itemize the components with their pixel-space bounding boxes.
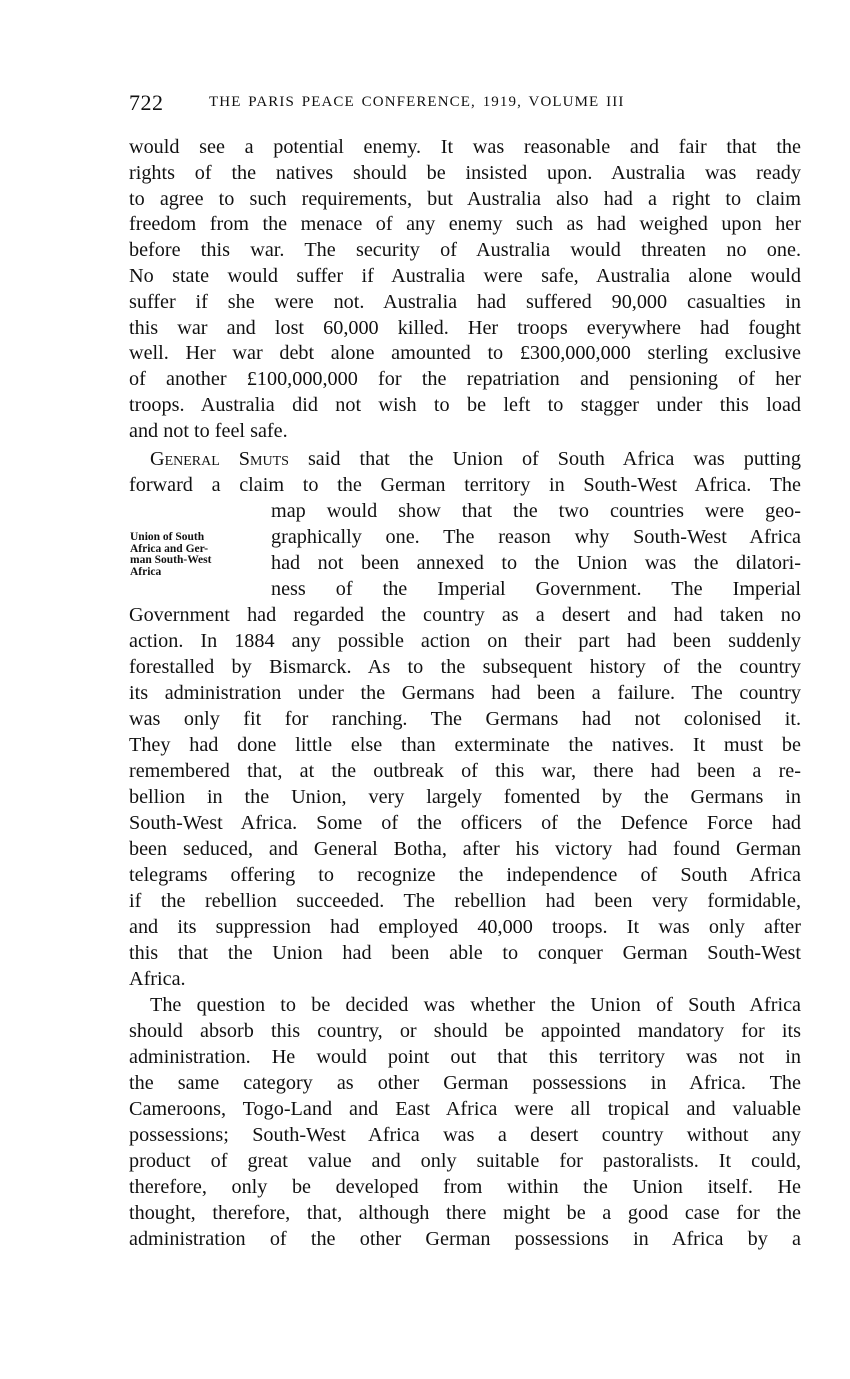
text-line: before this war. The security of Australia would threaten no one. [129,239,801,261]
margin-note-line: Africa [130,565,162,578]
margin-note-line: man South-West [130,554,212,566]
page-number: 722 [129,90,164,115]
text-line: action. In 1884 any possible action on their part had been suddenly [129,630,801,652]
text-line: and not to feel safe. [129,420,288,442]
text-line: forward a claim to the German territory in South-West Africa. The [129,474,801,496]
text-line: had not been annexed to the Union was the dilatori- [271,552,801,574]
text-line: been seduced, and General Botha, after his victory had found German [129,838,801,860]
text-line: should absorb this country, or should be appointed mandatory for its [129,1020,801,1042]
margin-note [130,532,255,578]
text-line: forestalled by Bismarck. As to the subsequent history of the country [129,656,801,678]
margin-note-line: Union of South [130,531,205,543]
text-line: to agree to such requirements, but Australia also had a right to claim [129,188,801,210]
text-line: bellion in the Union, very largely fomented by the Germans in [129,786,801,808]
text-line: South-West Africa. Some of the officers of the Defence Force had [129,812,801,834]
text-line: administration. He would point out that this territory was not in [129,1046,801,1068]
text-line: and its suppression had employed 40,000 troops. It was only after [129,916,801,938]
text-line: of another £100,000,000 for the repatriation and pensioning of her [129,368,801,390]
text-line: thought, therefore, that, although there might be a good case for the [129,1202,801,1224]
text-line: administration of the other German possessions in Africa by a [129,1228,801,1250]
text-line: would see a potential enemy. It was reasonable and fair that the [129,136,801,158]
text-line: telegrams offering to recognize the independence of South Africa [129,864,801,886]
text-line: Government had regarded the country as a desert and had taken no [129,604,801,626]
text-line: rights of the natives should be insisted upon. Australia was ready [129,162,801,184]
text-line: the same category as other German possessions in Africa. The [129,1072,801,1094]
running-header [129,90,801,120]
margin-note-line: Africa and Ger- [130,542,209,555]
text-line: Africa. [129,968,186,990]
text-line: possessions; South-West Africa was a desert country without any [129,1124,801,1146]
text-line: troops. Australia did not wish to be left to stagger under this load [129,394,801,416]
text-line: freedom from the menace of any enemy such as had weighed upon her [129,213,801,235]
text-line: Cameroons, Togo-Land and East Africa were all tropical and valuable [129,1098,801,1120]
text-line: General Smuts said that the Union of South Africa was putting [150,448,801,470]
text-line: No state would suffer if Australia were safe, Australia alone would [129,265,801,287]
text-line: suffer if she were not. Australia had suffered 90,000 casualties in [129,291,801,313]
speaker-name: General Smuts [150,448,289,470]
text-line: map would show that the two countries were geo- [271,500,801,522]
text-line: its administration under the Germans had been a failure. The country [129,682,801,704]
text-line: The question to be decided was whether the Union of South Africa [150,994,801,1016]
text-line: ness of the Imperial Government. The Imperial [271,578,801,600]
text-line: therefore, only be developed from within the Union itself. He [129,1176,801,1198]
text-line: if the rebellion succeeded. The rebellion had been very formidable, [129,890,801,912]
text-line: this war and lost 60,000 killed. Her troops everywhere had fought [129,317,801,339]
text-line: product of great value and only suitable for pastoralists. It could, [129,1150,801,1172]
running-title: THE PARIS PEACE CONFERENCE, 1919, VOLUME III [209,94,625,110]
text-line: They had done little else than exterminate the natives. It must be [129,734,801,756]
text-line: well. Her war debt alone amounted to £300,000,000 sterling exclusive [129,342,801,364]
text-line: this that the Union had been able to conquer German South-West [129,942,801,964]
text-line: graphically one. The reason why South-West Africa [271,526,801,548]
text-line: was only fit for ranching. The Germans had not colonised it. [129,708,801,730]
text-line: remembered that, at the outbreak of this war, there had been a re- [129,760,801,782]
